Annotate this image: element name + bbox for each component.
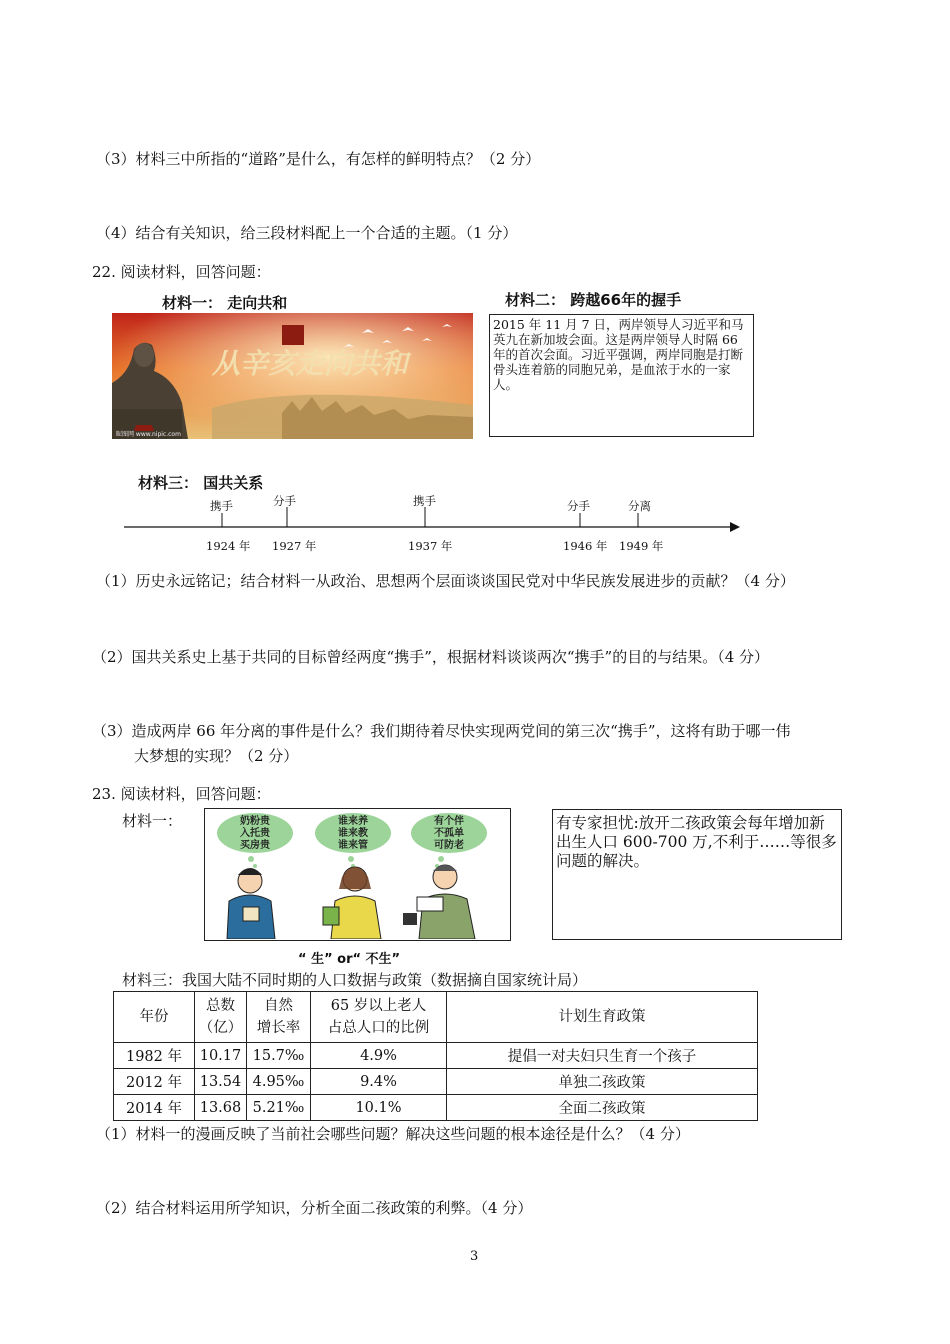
cell-total: 13.54 (195, 1069, 247, 1095)
bubble-1-line-2: 入托贵 (240, 828, 270, 839)
q22-material1-label: 材料一： 走向共和 (162, 294, 288, 312)
timeline-event: 分手 (567, 499, 590, 513)
header-policy: 计划生育政策 (447, 992, 758, 1043)
q21-sub3: （3）材料三中所指的“道路”是什么，有怎样的鲜明特点？（2 分） (96, 150, 541, 168)
q23-sub1: （1）材料一的漫画反映了当前社会哪些问题？解决这些问题的根本途径是什么？（4 分） (96, 1125, 690, 1143)
bubble-2-line-3: 谁来管 (338, 840, 368, 851)
cell-elderly: 4.9% (311, 1043, 447, 1069)
timeline-event: 携手 (210, 499, 233, 513)
cartoon-caption: “ 生” or“ 不生” (298, 952, 401, 967)
material2-text: 2015 年 11 月 7 日，两岸领导人习近平和马英九在新加坡会面。这是两岸领导人时隔 66 年的首次会面。习近平强调，两岸同胞是打断骨头连着筋的同胞兄弟，是血浓于水的一家人。 (493, 317, 744, 392)
timeline (120, 490, 750, 560)
timeline-year: 1924 年 (206, 539, 251, 553)
bubble-2-line-2: 谁来教 (338, 828, 368, 839)
q23-sub2: （2）结合材料运用所学知识，分析全面二孩政策的利弊。（4 分） (96, 1199, 533, 1217)
cell-policy: 提倡一对夫妇只生育一个孩子 (447, 1043, 758, 1069)
q22-material2-label: 材料二： 跨越66年的握手 (505, 291, 682, 309)
bubble-3-line-1: 有个伴 (434, 816, 464, 827)
material1-image-title: 从辛亥走向共和 (212, 347, 409, 380)
q22-sub2: （2）国共关系史上基于共同的目标曾经两度“携手”，根据材料谈谈两次“携手”的目的与结果。（4 分） (92, 648, 770, 666)
timeline-event: 分离 (628, 499, 651, 513)
timeline-year: 1927 年 (272, 539, 317, 553)
q23-material1-label: 材料一： (122, 812, 183, 830)
q22-material3-label: 材料三： 国共关系 (138, 474, 264, 492)
material2-expert-box (552, 809, 842, 940)
bubble-1-line-1: 奶粉贵 (240, 816, 270, 827)
cell-policy: 全面二孩政策 (447, 1095, 758, 1121)
table-row (114, 1043, 758, 1069)
header-elderly: 65 岁以上老人 占总人口的比例 (311, 992, 447, 1043)
cell-total: 10.17 (195, 1043, 247, 1069)
q21-sub4: （4）结合有关知识，给三段材料配上一个合适的主题。（1 分） (96, 224, 518, 242)
q22-title: 22. 阅读材料，回答问题： (92, 263, 271, 281)
table-header-row (114, 992, 758, 1043)
timeline-year: 1937 年 (408, 539, 453, 553)
cartoon-image (204, 808, 511, 941)
material1-image (112, 313, 473, 439)
cell-elderly: 10.1% (311, 1095, 447, 1121)
table-row (114, 1069, 758, 1095)
cell-year: 1982 年 (114, 1043, 195, 1069)
cell-policy: 单独二孩政策 (447, 1069, 758, 1095)
timeline-event: 携手 (413, 494, 436, 508)
cell-elderly: 9.4% (311, 1069, 447, 1095)
header-total: 总数 （亿） (195, 992, 247, 1043)
cell-total: 13.68 (195, 1095, 247, 1121)
bubble-2-line-1: 谁来养 (338, 816, 368, 827)
q23-title: 23. 阅读材料，回答问题： (92, 785, 271, 803)
bubble-3-line-3: 可防老 (434, 840, 464, 851)
population-table (113, 991, 758, 1121)
header-year: 年份 (114, 992, 195, 1043)
q22-sub3-line2: 大梦想的实现？（2 分） (134, 747, 299, 765)
material1-image-watermark: 昵图网 www.nipic.com (116, 431, 181, 438)
q23-material3-label: 材料三：我国大陆不同时期的人口数据与政策（数据摘自国家统计局） (122, 971, 588, 989)
timeline-year: 1949 年 (619, 539, 664, 553)
bubble-3-line-2: 不孤单 (434, 828, 464, 839)
q22-sub1: （1）历史永远铭记；结合材料一从政治、思想两个层面谈谈国民党对中华民族发展进步的贡献？（4 分） (96, 572, 795, 590)
bubble-1-line-3: 买房贵 (240, 840, 270, 851)
timeline-year: 1946 年 (563, 539, 608, 553)
page-number: 3 (470, 1249, 479, 1264)
cell-growth: 5.21‰ (247, 1095, 311, 1121)
material2-box (489, 314, 754, 437)
cell-growth: 4.95‰ (247, 1069, 311, 1095)
timeline-event: 分手 (273, 494, 296, 508)
header-growth: 自然 增长率 (247, 992, 311, 1043)
material2-expert-text: 有专家担忧:放开二孩政策会每年增加新出生人口 600-700 万,不利于……等很多问题的解决。 (556, 814, 837, 870)
q22-sub3-line1: （3）造成两岸 66 年分离的事件是什么？我们期待着尽快实现两党间的第三次“携手”，这将有助于哪一伟 (92, 722, 791, 740)
table-row (114, 1095, 758, 1121)
cell-growth: 15.7‰ (247, 1043, 311, 1069)
cell-year: 2014 年 (114, 1095, 195, 1121)
cell-year: 2012 年 (114, 1069, 195, 1095)
